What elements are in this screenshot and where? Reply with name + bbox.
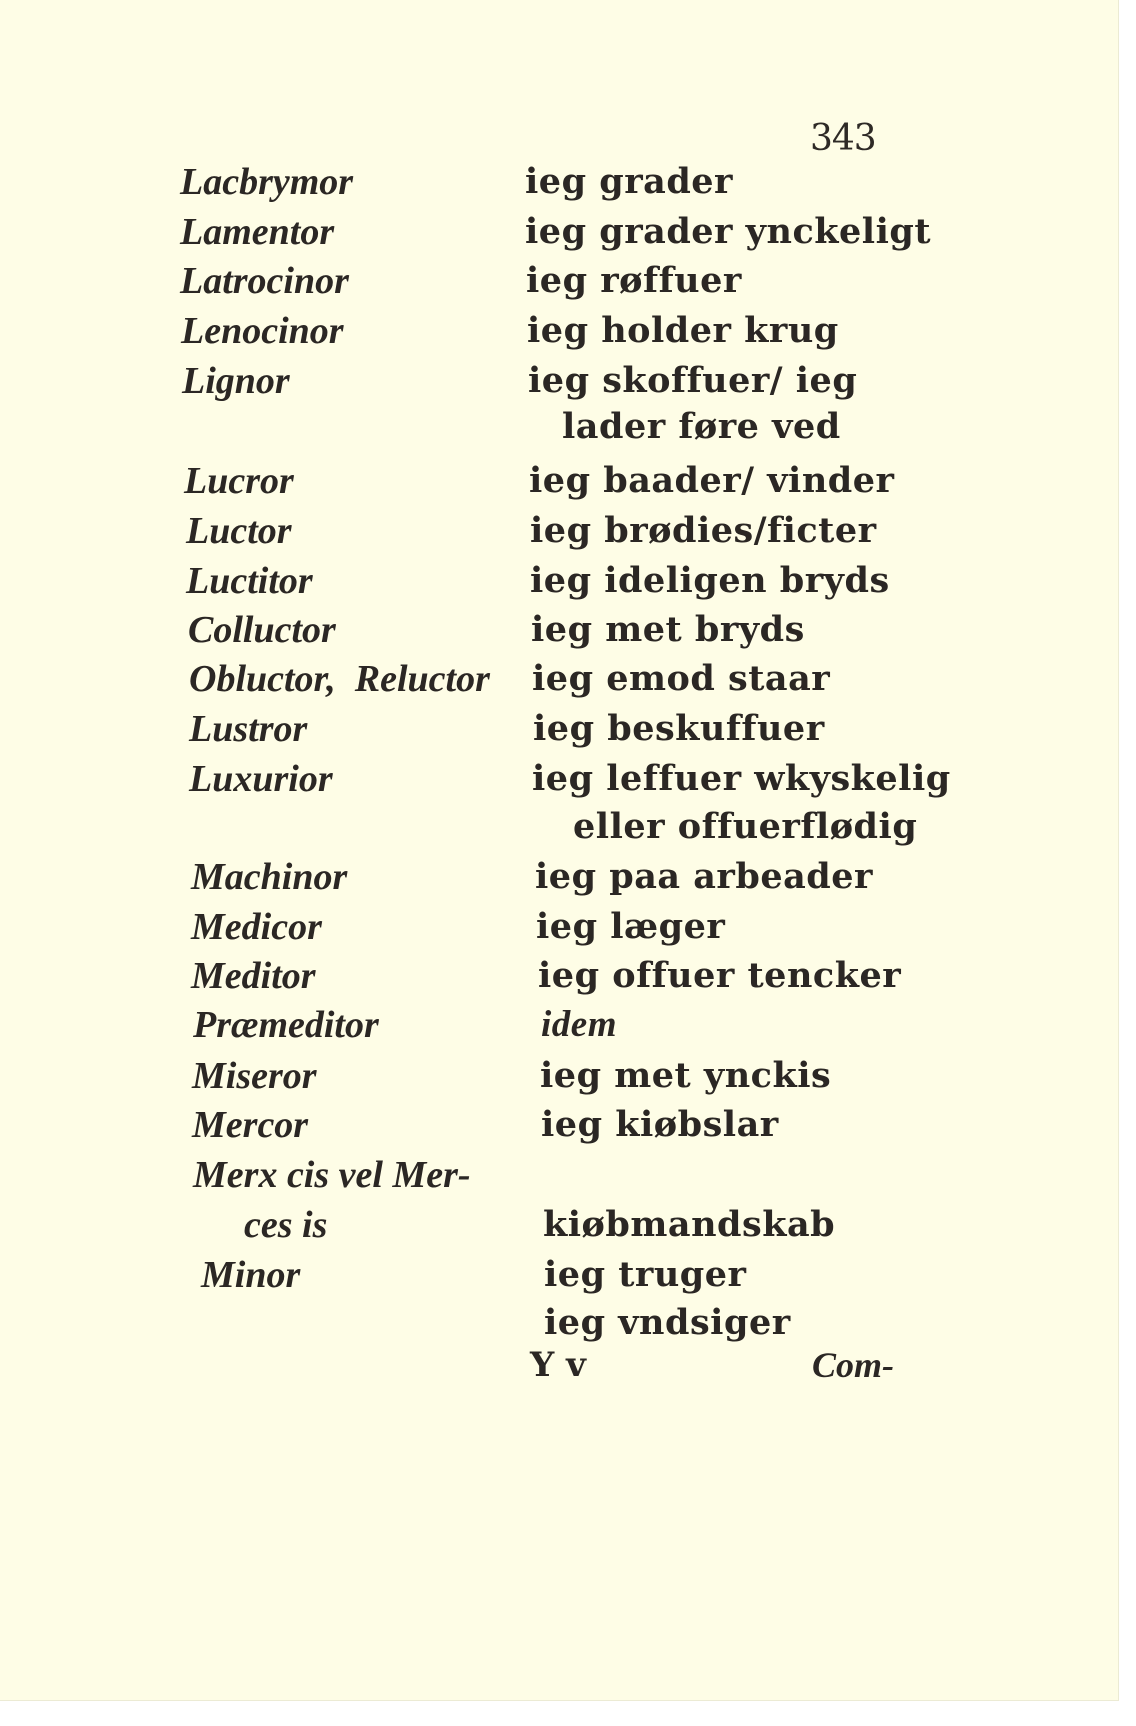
latin-term: Lignor <box>182 360 290 402</box>
danish-translation: ieg kiøbslar <box>541 1104 779 1145</box>
danish-translation: ieg beskuffuer <box>533 708 825 749</box>
danish-translation: ieg paa arbeader <box>535 856 873 897</box>
danish-translation: ieg brødies/ficter <box>530 510 877 551</box>
danish-translation: ieg vndsiger <box>544 1302 791 1343</box>
danish-translation: ieg grader ynckeligt <box>525 211 932 252</box>
danish-translation: ieg leffuer wkyskelig <box>532 758 951 799</box>
danish-translation: ieg truger <box>544 1254 747 1295</box>
danish-translation: ieg holder krug <box>527 310 839 351</box>
latin-term: Minor <box>201 1254 301 1296</box>
danish-translation: idem <box>541 1004 617 1045</box>
latin-term: Colluctor <box>188 609 336 651</box>
danish-translation: ieg met ynckis <box>540 1055 832 1096</box>
latin-term: Mercor <box>192 1104 309 1146</box>
danish-translation: ieg offuer tencker <box>538 955 902 996</box>
danish-translation: ieg røffuer <box>526 260 742 301</box>
danish-translation: ieg met bryds <box>531 609 805 650</box>
latin-term: Meditor <box>191 955 316 997</box>
page-number: 343 <box>810 118 876 159</box>
signature-mark: Y v <box>530 1345 586 1385</box>
latin-term: Latrocinor <box>180 260 349 302</box>
latin-term: Obluctor, Reluctor <box>189 658 490 700</box>
latin-term: Lucror <box>184 460 294 502</box>
danish-translation: ieg emod staar <box>532 658 831 699</box>
latin-term: Luctor <box>186 510 292 552</box>
latin-term: Miseror <box>192 1055 317 1097</box>
latin-term: ces is <box>244 1204 328 1246</box>
latin-term: Machinor <box>191 856 348 898</box>
danish-translation: kiøbmandskab <box>543 1204 836 1245</box>
danish-translation: ieg læger <box>536 906 726 947</box>
danish-translation: ieg ideligen bryds <box>530 560 890 601</box>
catchword: Com- <box>812 1345 895 1385</box>
latin-term: Lenocinor <box>181 310 344 352</box>
latin-term: Præmeditor <box>193 1004 379 1046</box>
danish-translation: ieg baader/ vinder <box>529 460 895 501</box>
latin-term: Lamentor <box>180 211 335 253</box>
latin-term: Lustror <box>189 708 308 750</box>
danish-translation: lader føre ved <box>562 406 841 447</box>
danish-translation: eller offuerflødig <box>573 806 918 847</box>
latin-term: Merx cis vel Mer- <box>193 1154 471 1196</box>
latin-term: Lacbrymor <box>180 161 354 203</box>
latin-term: Luctitor <box>186 560 313 602</box>
danish-translation: ieg skoffuer/ ieg <box>528 360 858 401</box>
latin-term: Medicor <box>191 906 322 948</box>
latin-term: Luxurior <box>189 758 333 800</box>
danish-translation: ieg grader <box>525 161 733 202</box>
